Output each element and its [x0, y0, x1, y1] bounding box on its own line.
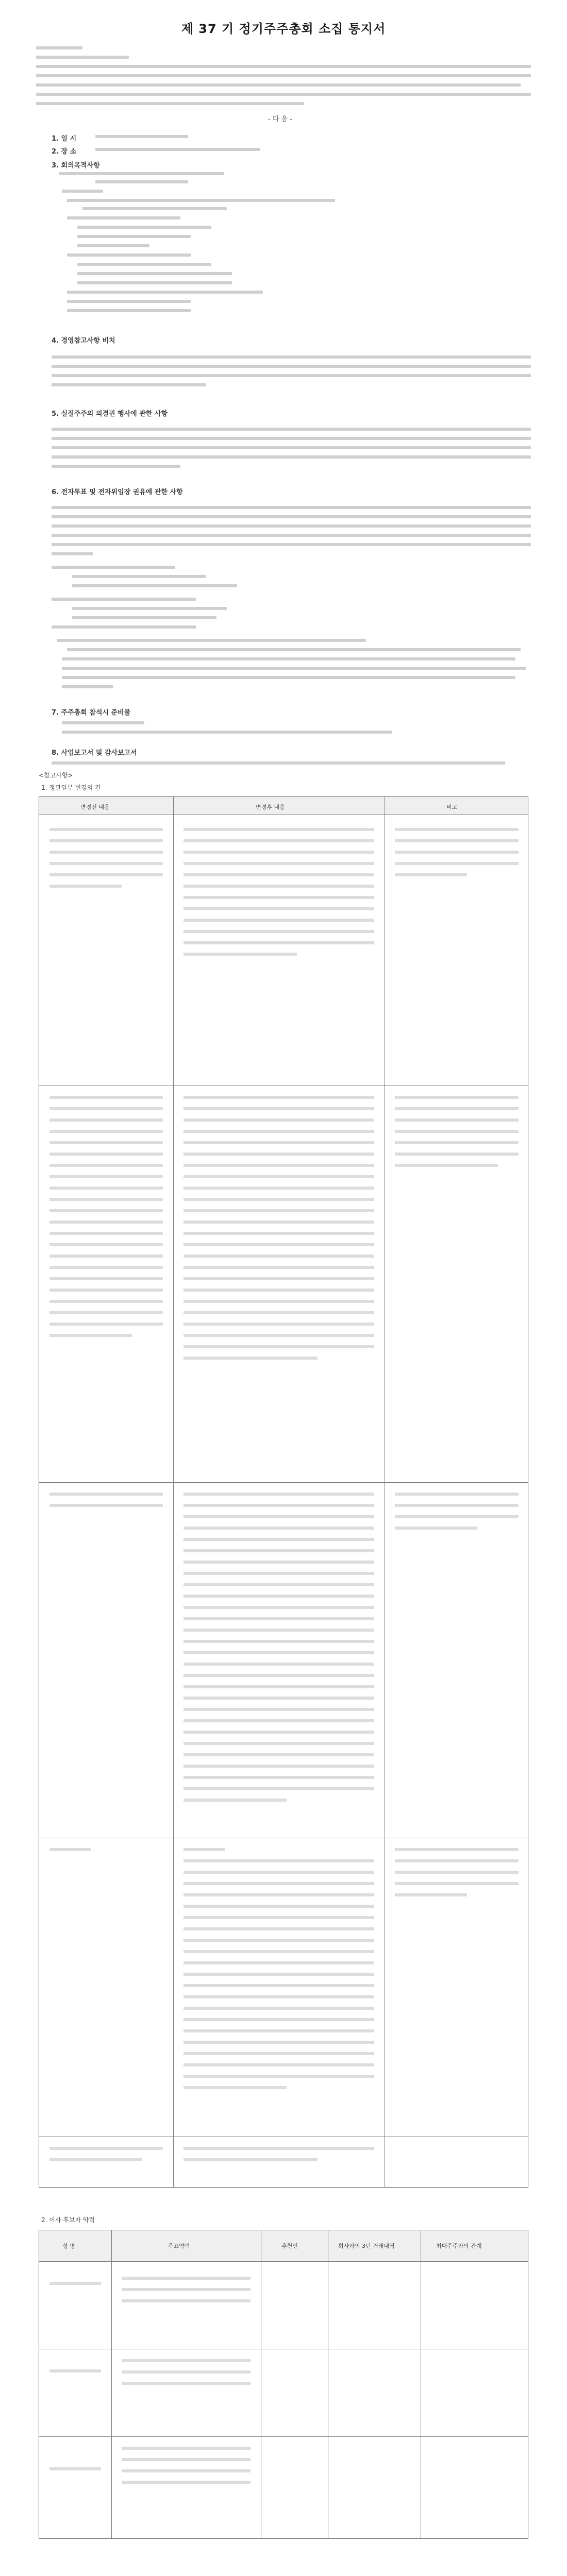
- director-table: [39, 2230, 528, 2539]
- item6-line-12: [72, 616, 216, 619]
- row1-after-line-10: [184, 930, 374, 933]
- row1-before-line-1: [49, 828, 163, 831]
- row4-remark-line-2: [395, 1859, 519, 1862]
- item6-line-4: [52, 534, 531, 537]
- row2-after-line-7: [184, 1164, 374, 1167]
- row4-after-line-9: [184, 1939, 374, 1942]
- director-1-name: [49, 2282, 101, 2285]
- agenda-line-13: [77, 281, 232, 284]
- row1-before-line-3: [49, 851, 163, 854]
- amendment-header-before: 변경전 내용: [80, 804, 110, 810]
- director-3-career-3: [122, 2469, 251, 2472]
- row3-after-line-8: [184, 1572, 374, 1575]
- row4-after-line-20: [184, 2063, 374, 2066]
- item7-line-2: [62, 731, 392, 734]
- row4-after-line-11: [184, 1961, 374, 1964]
- row4-after-line-10: [184, 1950, 374, 1953]
- row2-remark-line-6: [395, 1153, 519, 1156]
- note-label: <참고사항>: [39, 772, 73, 779]
- row2-before-line-12: [49, 1221, 163, 1224]
- item6-line-13: [52, 625, 196, 629]
- row3-remark-line-1: [395, 1493, 519, 1496]
- row4-remark-line-5: [395, 1893, 467, 1896]
- salutation-line: [36, 46, 82, 49]
- row2-before-line-3: [49, 1118, 163, 1122]
- row2-before-line-1: [49, 1096, 163, 1099]
- row2-before-line-2: [49, 1107, 163, 1110]
- agenda-line-1: [59, 172, 224, 175]
- agenda-label: - 다 음 -: [268, 115, 292, 123]
- row3-after-line-26: [184, 1776, 374, 1779]
- item4-line-2: [52, 365, 531, 368]
- row2-before-line-6: [49, 1153, 163, 1156]
- row4-after-line-1: [184, 1848, 225, 1851]
- row2-after-line-15: [184, 1255, 374, 1258]
- row2-before-line-18: [49, 1289, 163, 1292]
- director-1-career-1: [122, 2277, 251, 2280]
- item6-line-3: [52, 524, 531, 528]
- item6-line-19: [62, 685, 113, 688]
- intro-line-3: [36, 83, 521, 87]
- row3-after-line-19: [184, 1697, 374, 1700]
- item8-line-1: [52, 761, 505, 765]
- row4-remark-line-4: [395, 1882, 519, 1885]
- row4-after-line-3: [184, 1871, 374, 1874]
- amendment-header-after: 변경후 내용: [256, 804, 285, 810]
- row2-before-line-9: [49, 1187, 163, 1190]
- row4-after-line-22: [184, 2086, 287, 2089]
- row3-after-line-24: [184, 1753, 374, 1756]
- item-agenda-label: 3. 회의목적사항: [52, 162, 100, 170]
- row2-after-line-9: [184, 1187, 374, 1190]
- amendment-table-label: 1. 정관일부 변경의 건: [41, 784, 101, 791]
- agenda-line-11: [77, 263, 211, 266]
- item6-line-17: [62, 667, 526, 670]
- row3-after-line-11: [184, 1606, 374, 1609]
- row4-after-line-6: [184, 1905, 374, 1908]
- row4-after-line-15: [184, 2007, 374, 2010]
- row2-before-line-16: [49, 1266, 163, 1269]
- row3-after-line-21: [184, 1719, 374, 1722]
- item6-line-15: [67, 648, 521, 651]
- row2-before-line-20: [49, 1311, 163, 1314]
- row3-after-line-13: [184, 1629, 374, 1632]
- row3-remark-line-4: [395, 1527, 477, 1530]
- director-2-career-2: [122, 2370, 251, 2374]
- row1-after-line-2: [184, 839, 374, 842]
- row1-after-line-4: [184, 862, 374, 865]
- greeting-line: [36, 56, 129, 59]
- director-table-label: 2. 이사 후보자 약력: [41, 2216, 95, 2224]
- row2-remark-line-2: [395, 1107, 519, 1110]
- page-title: 제 37 기 정기주주총회 소집 통지서: [181, 22, 386, 37]
- row5-before-line-1: [49, 2147, 163, 2150]
- agenda-line-14: [67, 291, 263, 294]
- row2-after-line-1: [184, 1096, 374, 1099]
- row4-after-line-7: [184, 1916, 374, 1919]
- amendment-header-remark: 비고: [446, 804, 458, 810]
- row2-after-line-22: [184, 1334, 374, 1337]
- intro-line-1: [36, 65, 531, 68]
- item-report-label: 8. 사업보고서 및 감사보고서: [52, 749, 137, 757]
- item6-line-18: [62, 676, 515, 679]
- row5-before-line-2: [49, 2158, 142, 2161]
- row3-after-line-6: [184, 1549, 374, 1552]
- director-header-name: 성 명: [62, 2243, 75, 2249]
- row2-after-line-6: [184, 1153, 374, 1156]
- row1-after-line-3: [184, 851, 374, 854]
- row2-remark-line-5: [395, 1141, 519, 1144]
- row4-remark-line-3: [395, 1871, 519, 1874]
- row3-remark-line-3: [395, 1515, 519, 1518]
- agenda-line-9: [77, 244, 149, 247]
- row1-remark-line-1: [395, 828, 519, 831]
- item6-line-9: [72, 584, 237, 587]
- item6-line-2: [52, 515, 531, 518]
- row2-after-line-12: [184, 1221, 374, 1224]
- row2-before-line-21: [49, 1323, 163, 1326]
- item5-line-1: [52, 428, 531, 431]
- row3-after-line-3: [184, 1515, 374, 1518]
- row3-after-line-10: [184, 1595, 374, 1598]
- row1-before-line-4: [49, 862, 163, 865]
- row2-before-line-17: [49, 1277, 163, 1280]
- director-2-career-3: [122, 2382, 251, 2385]
- row3-after-line-27: [184, 1787, 374, 1790]
- agenda-line-3: [62, 190, 103, 193]
- item6-line-1: [52, 506, 531, 509]
- row3-after-line-23: [184, 1742, 374, 1745]
- row2-after-line-24: [184, 1357, 318, 1360]
- director-header-relation: 최대주주와의 관계: [436, 2243, 482, 2249]
- agenda-line-16: [67, 309, 191, 312]
- row3-after-line-14: [184, 1640, 374, 1643]
- row2-before-line-7: [49, 1164, 163, 1167]
- item6-line-5: [52, 543, 531, 546]
- item-place-value: [95, 148, 260, 151]
- row1-after-line-9: [184, 919, 374, 922]
- item-date-value: [95, 135, 188, 138]
- director-3-name: [49, 2467, 101, 2470]
- row3-before-line-1: [49, 1493, 163, 1496]
- row2-after-line-16: [184, 1266, 374, 1269]
- item6-line-11: [72, 607, 227, 610]
- row1-after-line-5: [184, 873, 374, 876]
- row3-after-line-18: [184, 1685, 374, 1688]
- row2-before-line-5: [49, 1141, 163, 1144]
- row2-after-line-19: [184, 1300, 374, 1303]
- row3-after-line-5: [184, 1538, 374, 1541]
- director-3-career-4: [122, 2481, 251, 2484]
- row4-after-line-14: [184, 1995, 374, 1998]
- row2-after-line-3: [184, 1118, 374, 1122]
- row4-after-line-5: [184, 1893, 374, 1896]
- item-reference-label: 4. 경영참고사항 비치: [52, 337, 115, 345]
- row3-after-line-28: [184, 1799, 287, 1802]
- item5-line-4: [52, 455, 531, 459]
- row4-after-line-13: [184, 1984, 374, 1987]
- row2-remark-line-4: [395, 1130, 519, 1133]
- item7-line-1: [62, 721, 144, 724]
- row4-after-line-2: [184, 1859, 374, 1862]
- item-prepare-label: 7. 주주총회 참석시 준비물: [52, 709, 131, 717]
- agenda-line-10: [67, 253, 191, 257]
- row1-after-line-7: [184, 896, 374, 899]
- director-1-career-2: [122, 2288, 251, 2291]
- row4-after-line-21: [184, 2075, 374, 2078]
- row5-after-line-1: [184, 2147, 374, 2150]
- row1-before-line-6: [49, 885, 122, 888]
- row3-after-line-12: [184, 1617, 374, 1620]
- row2-before-line-14: [49, 1243, 163, 1246]
- row3-remark-line-2: [395, 1504, 519, 1507]
- row2-after-line-5: [184, 1141, 374, 1144]
- agenda-line-15: [67, 300, 191, 303]
- row2-after-line-21: [184, 1323, 374, 1326]
- director-header-recommender: 추천인: [281, 2243, 298, 2249]
- row3-after-line-15: [184, 1651, 374, 1654]
- row2-before-line-15: [49, 1255, 163, 1258]
- row2-after-line-8: [184, 1175, 374, 1178]
- agenda-line-2: [95, 180, 188, 183]
- row4-after-line-19: [184, 2052, 374, 2055]
- item5-line-2: [52, 437, 531, 440]
- item-place-label: 2. 장 소: [52, 148, 77, 156]
- row2-remark-line-1: [395, 1096, 519, 1099]
- item4-line-3: [52, 374, 531, 377]
- row2-before-line-19: [49, 1300, 163, 1303]
- row2-after-line-11: [184, 1209, 374, 1212]
- row1-remark-line-4: [395, 862, 519, 865]
- row2-after-line-18: [184, 1289, 374, 1292]
- row2-after-line-14: [184, 1243, 374, 1246]
- item4-line-1: [52, 355, 531, 359]
- row3-after-line-7: [184, 1561, 374, 1564]
- row2-after-line-23: [184, 1345, 374, 1348]
- row3-after-line-17: [184, 1674, 374, 1677]
- item6-line-10: [52, 598, 196, 601]
- row1-remark-line-2: [395, 839, 519, 842]
- row4-remark-line-1: [395, 1848, 519, 1851]
- director-2-career-1: [122, 2359, 251, 2362]
- director-header-career: 주요약력: [168, 2243, 190, 2249]
- row2-after-line-4: [184, 1130, 374, 1133]
- row2-after-line-10: [184, 1198, 374, 1201]
- row4-after-line-16: [184, 2018, 374, 2021]
- row4-after-line-18: [184, 2041, 374, 2044]
- row1-after-line-1: [184, 828, 374, 831]
- row2-remark-line-7: [395, 1164, 498, 1167]
- agenda-line-8: [77, 235, 191, 238]
- row3-after-line-20: [184, 1708, 374, 1711]
- intro-line-5: [36, 102, 304, 105]
- row2-before-line-4: [49, 1130, 163, 1133]
- row1-after-line-6: [184, 885, 374, 888]
- row2-after-line-13: [184, 1232, 374, 1235]
- item-voting-label: 5. 실질주주의 의결권 행사에 관한 사항: [52, 410, 168, 418]
- item6-line-7: [52, 566, 175, 569]
- item6-line-14: [57, 639, 366, 642]
- row1-before-line-5: [49, 873, 163, 876]
- item4-line-4: [52, 383, 206, 386]
- row4-before-line-1: [49, 1848, 91, 1851]
- row3-after-line-1: [184, 1493, 374, 1496]
- agenda-line-5: [82, 207, 227, 210]
- row1-before-line-2: [49, 839, 163, 842]
- row1-remark-line-5: [395, 873, 467, 876]
- item6-line-16: [62, 657, 515, 660]
- row3-before-line-2: [49, 1504, 163, 1507]
- row1-after-line-11: [184, 941, 374, 944]
- item-evote-label: 6. 전자투표 및 전자위임장 권유에 관한 사항: [52, 488, 183, 496]
- row2-before-line-13: [49, 1232, 163, 1235]
- amendment-table: [39, 796, 528, 2188]
- director-1-career-3: [122, 2299, 251, 2302]
- row4-after-line-12: [184, 1973, 374, 1976]
- row1-after-line-8: [184, 907, 374, 910]
- item-date-label: 1. 일 시: [52, 135, 77, 143]
- row2-before-line-22: [49, 1334, 132, 1337]
- intro-line-4: [36, 93, 531, 96]
- row2-remark-line-3: [395, 1118, 519, 1122]
- row2-after-line-17: [184, 1277, 374, 1280]
- director-header-transactions: 회사와의 3년 거래내역: [338, 2243, 395, 2249]
- agenda-line-7: [77, 226, 211, 229]
- row3-after-line-2: [184, 1504, 374, 1507]
- row3-after-line-22: [184, 1731, 374, 1734]
- row3-after-line-25: [184, 1765, 374, 1768]
- row4-after-line-17: [184, 2029, 374, 2032]
- agenda-line-12: [77, 272, 232, 275]
- row2-before-line-11: [49, 1209, 163, 1212]
- row2-after-line-20: [184, 1311, 374, 1314]
- agenda-line-6: [67, 216, 180, 219]
- row2-before-line-10: [49, 1198, 163, 1201]
- row4-after-line-8: [184, 1927, 374, 1930]
- director-2-name: [49, 2369, 101, 2372]
- row3-after-line-4: [184, 1527, 374, 1530]
- director-3-career-2: [122, 2458, 251, 2461]
- row2-after-line-2: [184, 1107, 374, 1110]
- row2-before-line-8: [49, 1175, 163, 1178]
- row5-after-line-2: [184, 2158, 318, 2161]
- item6-line-8: [72, 575, 206, 578]
- row3-after-line-9: [184, 1583, 374, 1586]
- row4-after-line-4: [184, 1882, 374, 1885]
- item5-line-5: [52, 465, 180, 468]
- row1-after-line-12: [184, 953, 297, 956]
- intro-line-2: [36, 74, 531, 77]
- agenda-line-4: [67, 199, 335, 202]
- item6-line-6: [52, 552, 93, 555]
- row1-remark-line-3: [395, 851, 519, 854]
- row3-after-line-16: [184, 1663, 374, 1666]
- item5-line-3: [52, 446, 531, 449]
- director-3-career-1: [122, 2447, 251, 2450]
